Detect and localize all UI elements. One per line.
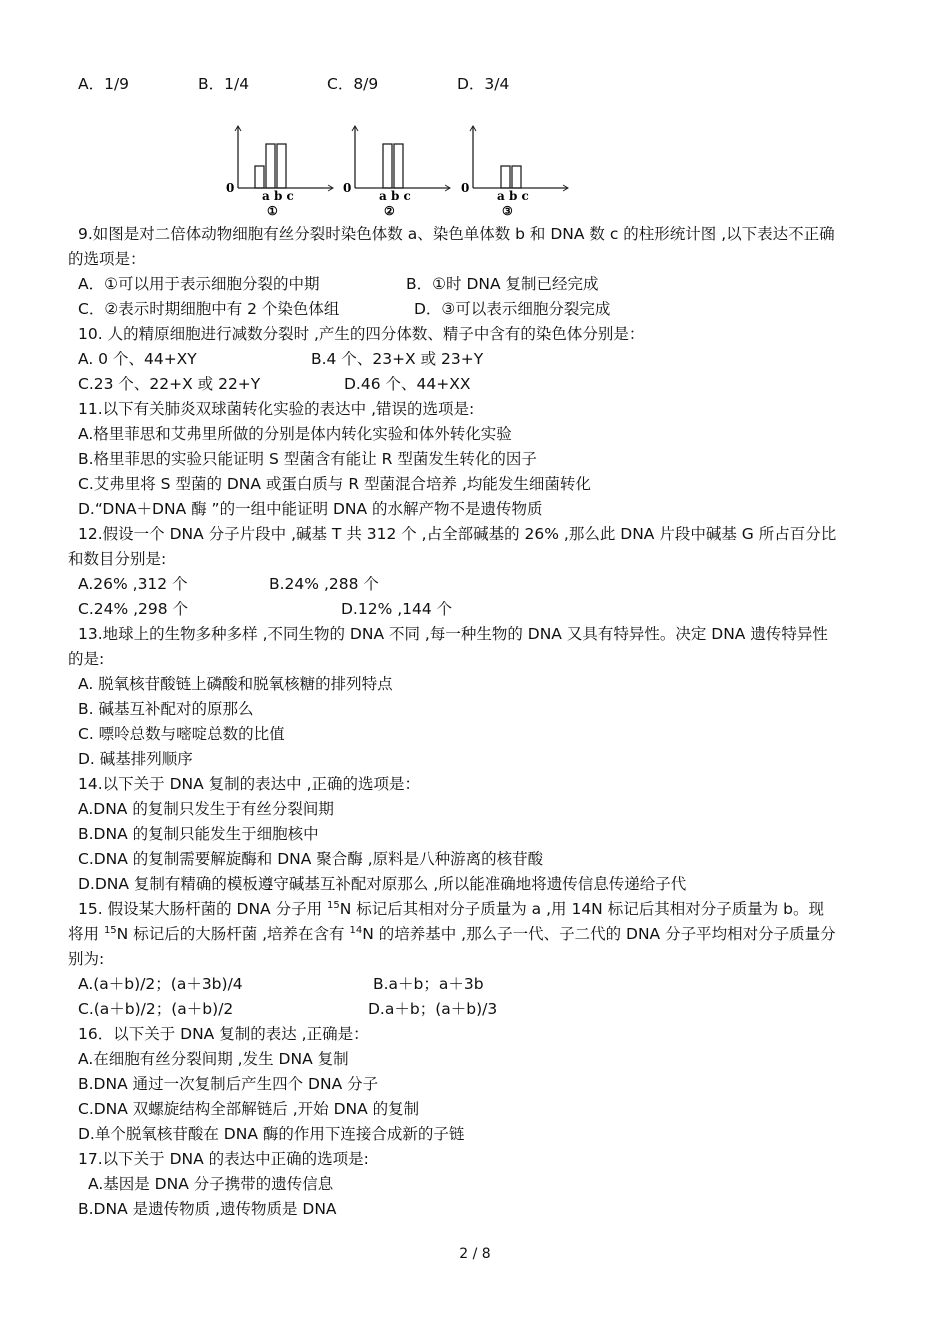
q13-option-a: A. 脱氧核苷酸链上磷酸和脱氧核糖的排列特点 [78,675,393,693]
q8-option-b: B．1/4 [198,75,250,93]
q12-option-b: B.24% ,288 个 [269,575,379,593]
bar-c [394,144,403,188]
q16-option-a: A.在细胞有丝分裂间期 ,发生 DNA 复制 [78,1050,349,1068]
q17-option-a: A.基因是 DNA 分子携带的遗传信息 [88,1175,334,1193]
q10-option-a: A. 0 个、44+XY [78,350,197,368]
bar-labels: a b c [379,189,411,203]
q10-option-d: D.46 个、44+XX [344,375,471,393]
q11-option-b: B.格里菲思的实验只能证明 S 型菌含有能让 R 型菌发生转化的因子 [78,450,537,468]
q13-stem-line2: 的是: [68,650,105,668]
bar-b [266,144,275,188]
q12-stem-line2: 和数目分别是: [68,550,167,568]
q11-stem: 11.以下有关肺炎双球菌转化实验的表达中 ,错误的选项是: [78,400,475,418]
q9-option-a: A．①可以用于表示细胞分裂的中期 [78,275,320,293]
zero-label: 0 [343,181,352,195]
chart-number: ② [384,204,395,218]
q13-option-c: C. 嘌呤总数与嘧啶总数的比值 [78,725,285,743]
q15-option-b: B.a＋b；a＋3b [373,975,484,993]
q8-option-a: A．1/9 [78,75,130,93]
q10-option-b: B.4 个、23+X 或 23+Y [311,350,484,368]
zero-label: 0 [461,181,470,195]
q15-stem-2a: 将用 [68,925,104,943]
q8-option-c: C．8/9 [327,75,379,93]
bar-b [383,144,392,188]
q16-option-d: D.单个脱氧核苷酸在 DNA 酶的作用下连接合成新的子链 [78,1125,465,1143]
q9-option-b: B．①时 DNA 复制已经完成 [406,275,599,293]
q16-option-b: B.DNA 通过一次复制后产生四个 DNA 分子 [78,1075,379,1093]
q16-stem: 16．以下关于 DNA 复制的表达 ,正确是： [78,1025,369,1043]
q13-stem-line1: 13.地球上的生物多种多样 ,不同生物的 DNA 不同 ,每一种生物的 DNA 又具有特异性。决定 DNA 遗传特异性 [78,625,828,643]
q9-option-d: D．③可以表示细胞分裂完成 [414,300,611,318]
q9-stem-line1: 9.如图是对二倍体动物细胞有丝分裂时染色体数 a、染色单体数 b 和 DNA 数 c 的柱形统计图 ,以下表达不正确 [78,225,835,243]
q14-option-d: D.DNA 复制有精确的模板遵守碱基互补配对原那么 ,所以能准确地将遗传信息传递给子代 [78,875,687,893]
q17-option-b: B.DNA 是遗传物质 ,遗传物质是 DNA [78,1200,337,1218]
chart-1 [226,126,333,218]
q14-option-b: B.DNA 的复制只能发生于细胞核中 [78,825,319,843]
q9-stem-line2: 的选项是： [68,250,146,268]
q10-stem: 10. 人的精原细胞进行减数分裂时 ,产生的四分体数、精子中含有的染色体分别是： [78,325,645,343]
q9-figure [226,120,576,220]
q13-option-d: D. 碱基排列顺序 [78,750,193,768]
q15-stem-line1 [78,899,824,919]
q12-option-d: D.12% ,144 个 [341,600,453,618]
q12-option-c: C.24% ,298 个 [78,600,189,618]
q14-option-a: A.DNA 的复制只发生于有丝分裂间期 [78,800,334,818]
q15-sup-15-b: 15 [103,925,117,936]
q14-stem: 14.以下关于 DNA 复制的表达中 ,正确的选项是： [78,775,420,793]
q15-stem-2c: N 的培养基中 ,那么子一代、子二代的 DNA 分子平均相对分子质量分 [362,925,836,943]
zero-label: 0 [226,181,235,195]
q15-stem-line3: 别为: [68,950,105,968]
bar-b [501,166,510,188]
q15-option-a: A.(a＋b)/2；(a＋3b)/4 [78,975,243,993]
q9-bar-charts [226,120,576,220]
q14-option-c: C.DNA 的复制需要解旋酶和 DNA 聚合酶 ,原料是八种游离的核苷酸 [78,850,544,868]
q11-option-a: A.格里菲思和艾弗里所做的分别是体内转化实验和体外转化实验 [78,425,512,443]
q15-option-d: D.a＋b；(a＋b)/3 [368,1000,498,1018]
q15-stem-2b: N 标记后的大肠杆菌 ,培养在含有 [116,925,350,943]
q11-option-c: C.艾弗里将 S 型菌的 DNA 或蛋白质与 R 型菌混合培养 ,均能发生细菌转化 [78,475,591,493]
q15-sup-14: 14 [349,925,363,936]
chart-number: ① [267,204,278,218]
q12-stem-line1: 12.假设一个 DNA 分子片段中 ,碱基 T 共 312 个 ,占全部碱基的 26% ,那么此 DNA 片段中碱基 G 所占百分比 [78,525,837,543]
q15-stem-1b: N 标记后其相对分子质量为 a ,用 14N 标记后其相对分子质量为 b。现 [339,900,824,918]
q15-stem-line2 [68,924,836,944]
q8-option-d: D．3/4 [457,75,510,93]
q9-option-c: C．②表示时期细胞中有 2 个染色体组 [78,300,340,318]
bar-c [512,166,521,188]
q10-option-c: C.23 个、22+X 或 22+Y [78,375,261,393]
q15-option-c: C.(a＋b)/2；(a＋b)/2 [78,1000,234,1018]
q17-stem: 17.以下关于 DNA 的表达中正确的选项是: [78,1150,369,1168]
chart-3 [461,126,568,218]
q15-sup-15: 15 [327,900,340,911]
q12-option-a: A.26% ,312 个 [78,575,188,593]
bar-c [277,144,286,188]
page-number: 2 / 8 [459,1246,491,1262]
chart-2 [343,126,450,218]
q13-option-b: B. 碱基互补配对的原那么 [78,700,254,718]
bar-labels: a b c [497,189,529,203]
q16-option-c: C.DNA 双螺旋结构全部解链后 ,开始 DNA 的复制 [78,1100,420,1118]
q11-option-d: D.“DNA＋DNA 酶 ”的一组中能证明 DNA 的水解产物不是遗传物质 [78,500,543,518]
bar-labels: a b c [262,189,294,203]
chart-number: ③ [502,204,513,218]
q15-stem-1a: 15. 假设某大肠杆菌的 DNA 分子用 [78,900,327,918]
bar-a [255,166,264,188]
